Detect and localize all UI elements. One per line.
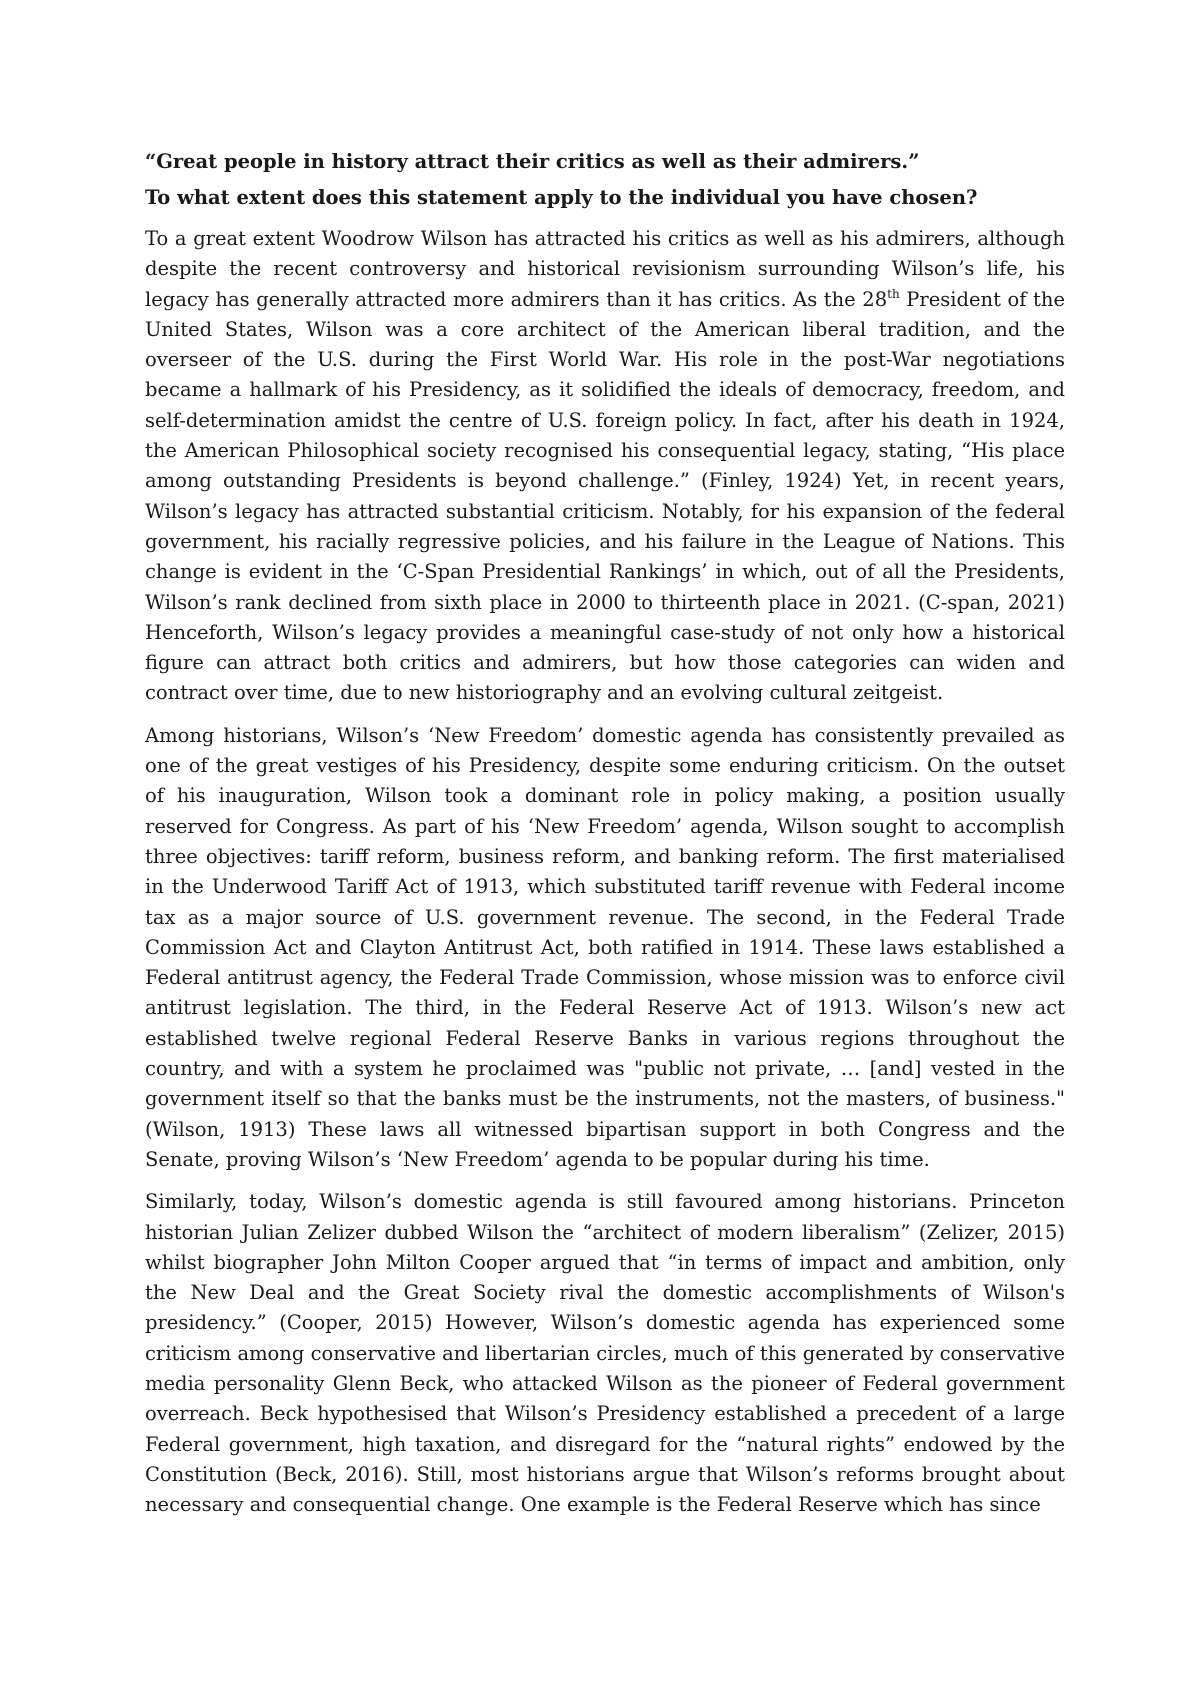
essay-quote-heading: “Great people in history attract their critics as well as their admirers.” <box>145 150 920 173</box>
essay-question-heading: To what extent does this statement apply to the individual you have chosen? <box>145 186 978 209</box>
paragraph-2: Among historians, Wilson’s ‘New Freedom’ domestic agenda has consistently prevailed as one of the great vestiges of his Presidency, despite some enduring criticism. On the outset of his inauguration, Wilson took a dominant role in policy making, a position usually reserved for Congress. As part of his ‘New Freedom’ agenda, Wilson sought to accomplish three objectives: tariff reform, business reform, and banking reform. The first materialised in the Underwood Tariff Act of 1913, which substituted tariff revenue with Federal income tax as a major source of U.S. government revenue. The second, in the Federal Trade Commission Act and Clayton Antitrust Act, both ratified in 1914. These laws established a Federal antitrust agency, the Federal Trade Commission, whose mission was to enforce civil antitrust legislation. The third, in the Federal Reserve Act of 1913. Wilson’s new act established twelve regional Federal Reserve Banks in various regions throughout the country, and with a system he proclaimed was "public not private, … [and] vested in the government itself so that the banks must be the instruments, not the masters, of business." (Wilson, 1913) These laws all witnessed bipartisan support in both Congress and the Senate, proving Wilson’s ‘New Freedom’ agenda to be popular during his time. <box>145 723 1065 1171</box>
document-page <box>145 148 1065 1532</box>
paragraph-1-part-1: To a great extent Woodrow Wilson has attracted his critics as well as his admirers, although despite the recent controversy and historical revisionism surrounding Wilson’s life, his legacy has generally attracted more admirers than it has critics. As the 28 <box>145 227 1065 311</box>
paragraph-1-part-2: President of the United States, Wilson was a core architect of the American liberal tradition, and the overseer of the U.S. during the First World War. His role in the post-War negotiations became a hallmark of his Presidency, as it solidified the ideals of democracy, freedom, and self-determination amidst the centre of U.S. foreign policy. In fact, after his death in 1924, the American Philosophical society recognised his consequential legacy, stating, “His place among outstanding Presidents is beyond challenge.” (Finley, 1924) Yet, in recent years, Wilson’s legacy has attracted substantial criticism. Notably, for his expansion of the federal government, his racially regressive policies, and his failure in the League of Nations. This change is evident in the ‘C-Span Presidential Rankings’ in which, out of all the Presidents, Wilson’s rank declined from sixth place in 2000 to thirteenth place in 2021. (C-span, 2021) Henceforth, Wilson’s legacy provides a meaningful case-study of not only how a historical figure can attract both critics and admirers, but how those categories can widen and contract over time, due to new historiography and an evolving cultural zeitgeist. <box>145 287 1065 705</box>
paragraph-1 <box>145 224 1065 709</box>
ordinal-superscript: th <box>887 286 900 301</box>
paragraph-3: Similarly, today, Wilson’s domestic agenda is still favoured among historians. Princeton historian Julian Zelizer dubbed Wilson the “architect of modern liberalism” (Zelizer, 2015) whilst biographer John Milton Cooper argued that “in terms of impact and ambition, only the New Deal and the Great Society rival the domestic accomplishments of Wilson's presidency.” (Cooper, 2015) However, Wilson’s domestic agenda has experienced some criticism among conservative and libertarian circles, much of this generated by conservative media personality Glenn Beck, who attacked Wilson as the pioneer of Federal government overreach. Beck hypothesised that Wilson’s Presidency established a precedent of a large Federal government, high taxation, and disregard for the “natural rights” endowed by the Constitution (Beck, 2016). Still, most historians argue that Wilson’s reforms brought about necessary and consequential change. One example is the Federal Reserve which has since <box>145 1190 1065 1517</box>
